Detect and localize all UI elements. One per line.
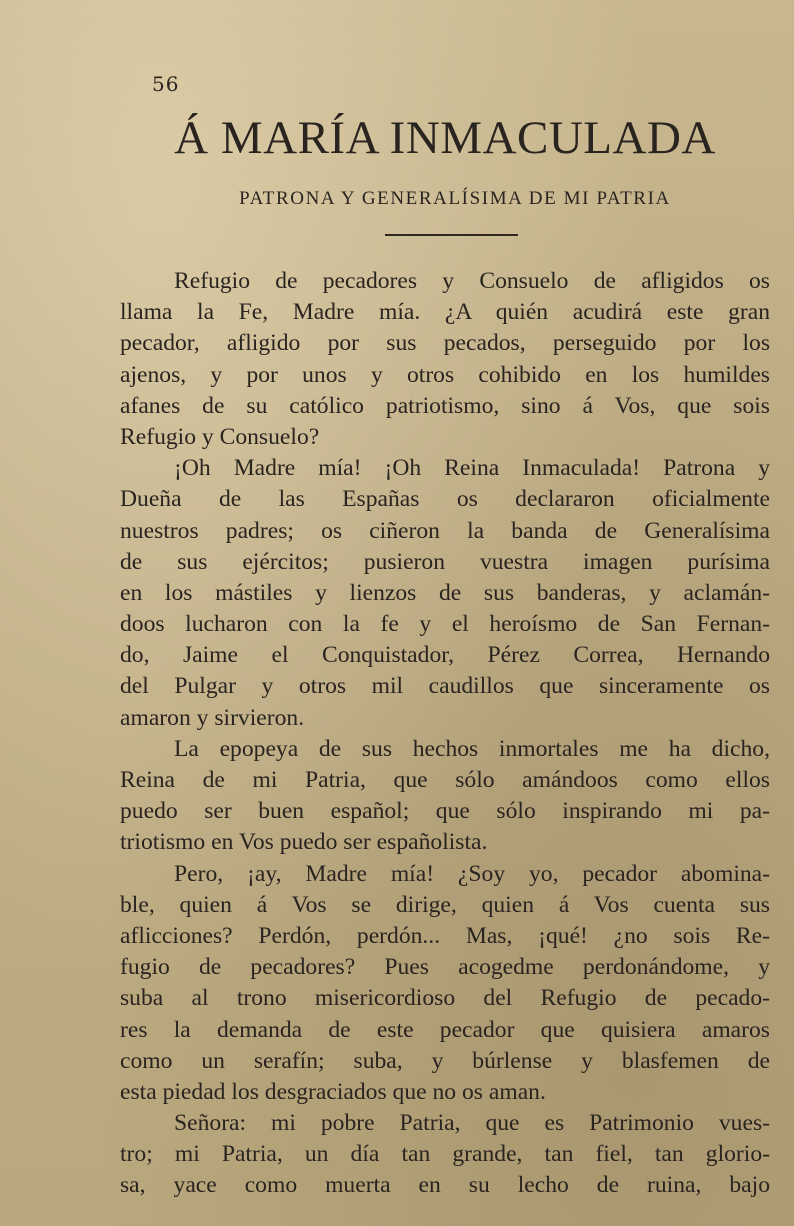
body-line: ble, quien á Vos se dirige, quien á Vos cuenta sus [120,891,770,918]
body-line: llama la Fe, Madre mía. ¿A quién acudirá este gran [120,299,770,326]
page-number: 56 [152,72,180,96]
body-line: puedo ser buen español; que sólo inspirando mi pa- [120,798,770,825]
body-line: tro; mi Patria, un día tan grande, tan fiel, tan glorio- [120,1141,770,1168]
body-line: Pero, ¡ay, Madre mía! ¿Soy yo, pecador abomina- [174,860,770,887]
title-rule [385,234,518,236]
body-line: La epopeya de sus hechos inmortales me ha dicho, [174,735,770,762]
body-line: Refugio de pecadores y Consuelo de afligidos os [174,268,770,294]
body-line: afanes de su católico patriotismo, sino á Vos, que sois [120,392,770,419]
body-line: fugio de pecadores? Pues acogedme perdonándome, y [120,954,770,981]
chapter-title: Á MARÍA INMACULADA [174,112,716,164]
body-line: en los mástiles y lienzos de sus banderas, y aclamán- [120,579,770,606]
body-line: do, Jaime el Conquistador, Pérez Correa, Hernando [120,642,770,669]
body-line: como un serafín; suba, y búrlense y blasfemen de [120,1047,770,1074]
body-line: esta piedad los desgraciados que no os aman. [120,1078,546,1105]
body-text [120,266,770,1202]
body-line: suba al trono misericordioso del Refugio de pecado- [120,985,770,1012]
body-line: doos lucharon con la fe y el heroísmo de San Fernan- [120,611,770,638]
body-line: sa, yace como muerta en su lecho de ruina, bajo [120,1172,770,1199]
body-line: triotismo en Vos puedo ser españolista. [120,829,488,856]
body-line: Refugio y Consuelo? [120,423,320,450]
body-line: res la demanda de este pecador que quisiera amaros [120,1016,770,1043]
body-line: amaron y sirvieron. [120,704,305,731]
body-line: Señora: mi pobre Patria, que es Patrimonio vues- [174,1110,770,1137]
chapter-subtitle: PATRONA Y GENERALÍSIMA DE MI PATRIA [239,188,671,209]
body-line: Reina de mi Patria, que sólo amándoos como ellos [120,767,770,793]
body-line: ¡Oh Madre mía! ¡Oh Reina Inmaculada! Patrona y [174,455,770,482]
body-line: aflicciones? Perdón, perdón... Mas, ¡qué! ¿no sois Re- [120,922,770,949]
body-line: Dueña de las Españas os declararon oficialmente [120,486,770,513]
body-line: de sus ejércitos; pusieron vuestra imagen purísima [120,548,770,575]
body-line: pecador, afligido por sus pecados, perseguido por los [120,330,770,357]
body-line: del Pulgar y otros mil caudillos que sinceramente os [120,673,770,700]
body-line: nuestros padres; os ciñeron la banda de Generalísima [120,517,770,544]
body-line: ajenos, y por unos y otros cohibido en los humildes [120,361,770,388]
